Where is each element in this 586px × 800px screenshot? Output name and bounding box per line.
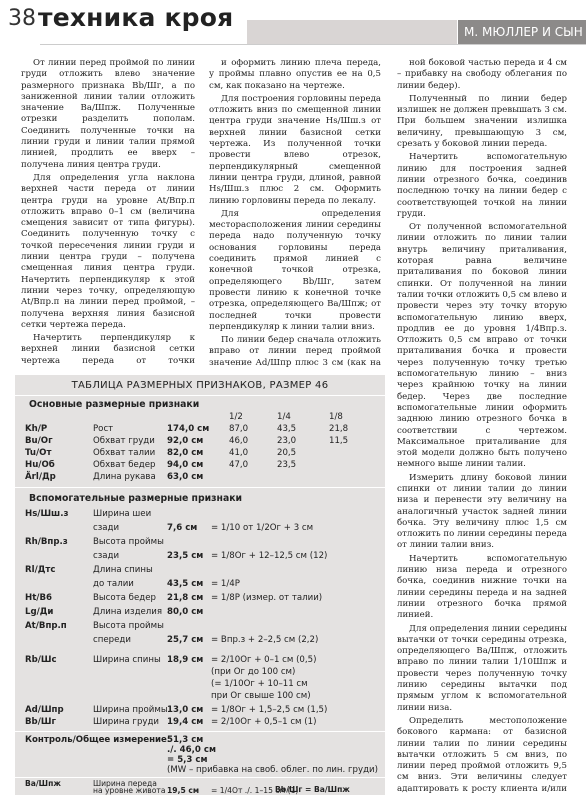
measure-code: Lg/Ди (25, 607, 54, 617)
paragraph: Начертить вспомогательную линию низа переда и отрезного бочка, соединив нижние точки на линии середины переда и на задней линии отрезного бочка прямой линией. (397, 553, 567, 621)
quarter-value: 23,5 (277, 460, 297, 470)
paragraph: Для определения месторасположения линии середины переда надо полученную точку основания горловины переда соединить прямой линией с конечной точкой отрезка, определяющего Вb/Шг, затем провести линию к конечной точке отрезка, определяющего Ва/Шпж; от последней точки провести перпендикуляр к линии талии вниз. (209, 208, 381, 332)
measure-code: Rl/Дтс (25, 565, 56, 575)
page-title: техника кроя (38, 3, 234, 32)
table-title: ТАБЛИЦА РАЗМЕРНЫХ ПРИЗНАКОВ, РАЗМЕР 46 (71, 380, 329, 391)
page-header (0, 0, 586, 44)
table-row (15, 691, 385, 703)
table-row (15, 460, 385, 472)
control-note: (MW – прибавка на своб. облег. по лин. груди) (167, 765, 378, 775)
measure-value: 63,0 см (167, 472, 204, 482)
measure-desc: сзади (93, 551, 120, 561)
quarter-value: 23,0 (277, 436, 297, 446)
paragraph: От линии перед проймой по линии груди отложить влево значение размерного признака Вb/Шг, а по заниженной линии талии отложить значение Ва/Шпж. Полученные отрезки разделить пополам. Соединить полученные точки на линии груди и линии талии прямой линией, продлить ее вверх – получена линия центра груди. (21, 58, 195, 170)
measure-desc: на уровне живота (93, 786, 166, 795)
measure-desc: Ширина спины (93, 655, 161, 665)
text-column-2 (209, 58, 381, 368)
table-row (15, 705, 385, 717)
measure-desc: сзади (93, 523, 120, 533)
half-value: 46,0 (229, 436, 249, 446)
formula: = 1/8Ог + 1,5–2,5 см (1,5) (211, 705, 328, 715)
formula-note: при Ог свыше 100 см) (211, 691, 311, 701)
table-row (15, 448, 385, 460)
text-column-1 (21, 58, 195, 368)
paragraph: Измерить длину боковой линии спинки от линии талии до линии низа и перенести эту величину на аналогичный участок задней линии бочка. Эту величину плюс 1,5 см отложить по линии середины переда от линии талии вниз. (397, 472, 567, 551)
measure-code: Ba/Шпж (25, 779, 61, 788)
table-row (15, 551, 385, 563)
measure-value: 13,0 см (167, 705, 204, 715)
half-value: 87,0 (229, 424, 249, 434)
measurements-table (15, 375, 385, 795)
formula-note: (= 1/10Ог + 10–11 см (211, 679, 308, 689)
page-number: 38 (8, 6, 36, 31)
table-row (15, 667, 385, 679)
measure-code: Kh/Р (25, 424, 48, 434)
paragraph: По линии бедер сначала отложить вправо от линии перед проймой значение Ad/Шпр плюс 3 см (как на (209, 335, 381, 368)
measure-code: Ht/В6 (25, 593, 52, 603)
formula: = 2/10Ог + 0,5–1 см (1) (211, 717, 317, 727)
measure-code: Hs/Шш.з (25, 509, 69, 519)
measure-desc: Высота проймы (93, 537, 164, 547)
measure-desc: Длина спины (93, 565, 153, 575)
measure-code: Bb/Шг (25, 717, 56, 727)
half-value: 47,0 (229, 460, 249, 470)
table-divider (15, 487, 385, 488)
table-row (15, 537, 385, 549)
section-heading-aux: Вспомогательные размерные признаки (29, 493, 243, 504)
publisher-label: М. МЮЛЛЕР И СЫН (458, 20, 586, 44)
half-value: 41,0 (229, 448, 249, 458)
table-row (15, 565, 385, 577)
paragraph: Полученный по линии бедер излишек не должен превышать 3 см. При большем значении излишка величину, превышающую 3 см, срезать у боковой линии переда. (397, 93, 567, 150)
paragraph: Начертить вспомогательную линию для построения задней линии отрезного бочка, соединив последнюю точку на линии бедер с соответствующей точкой на линии груди. (397, 152, 567, 219)
measure-value: 92,0 см (167, 436, 204, 446)
paragraph: Для определения линии середины вытачки от точки середины отрезка, определяющего Ва/Шпж, отложить вправо по линии талии 1/10Шпж и провести через полученную точку линию середины вытачки под прямым углом к вспомогательной линии низа. (397, 623, 567, 713)
paragraph: и оформить линию плеча переда, у проймы плавно опустив ее на 0,5 см, как показано на чертеже. (209, 58, 381, 91)
formula: = 1/4От ./. 1–15 см (1) (211, 786, 299, 795)
quarter-value: 43,5 (277, 424, 297, 434)
measure-desc: Длина изделия (93, 607, 163, 617)
measure-code: Bu/Ог (25, 436, 53, 446)
table-row (15, 472, 385, 484)
quarter-value: 20,5 (277, 448, 297, 458)
measure-code: Hu/Об (25, 460, 55, 470)
measure-code: At/Впр.п (25, 621, 67, 631)
measure-value: 80,0 см (167, 607, 204, 617)
table-row (15, 607, 385, 619)
formula: = Впр.з + 2–2,5 см (2,2) (211, 635, 319, 645)
paragraph: Для определения угла наклона верхней части переда от линии центра груди на уровне At/Впр.п отложить вправо 0–1 см (величина смещения зависит от типа фигуры). Соединить полученную точку с точкой пересечения линии груди и линии центра груди – получена смещенная линия центра груди. Начертить перпендикуляр к этой линии через точку, определяющую At/Впр.п на линии перед проймой, – получена верхняя линия базисной сетки чертежа переда. (21, 172, 195, 330)
table-divider (15, 777, 385, 778)
measure-value: 19,5 см (167, 786, 200, 795)
measure-desc: спереди (93, 635, 131, 645)
table-row (15, 679, 385, 691)
header-bar (247, 20, 457, 44)
measure-value: 25,7 см (167, 635, 204, 645)
fraction-header: 1/8 (329, 412, 343, 422)
fraction-header-row (15, 412, 385, 424)
table-divider (15, 395, 385, 396)
measure-desc: Ширина груди (93, 717, 160, 727)
control-label: Контроль/Общее измерение: (25, 735, 171, 745)
formula-note: (при Ог до 100 см) (211, 667, 296, 677)
measure-value: 18,9 см (167, 655, 204, 665)
table-row (15, 621, 385, 633)
table-divider (15, 731, 385, 732)
table-row (15, 509, 385, 521)
paragraph: Для построения горловины переда отложить вниз по смещенной линии центра груди значение Hs/Шш.з от верхней линии базисной сетки чертежа. Из полученной точки провести влево отрезок, перпендикулярный смещенной линии центра груди, длиной, равной Hs/Шш.з плюс 2 см. Оформить линию горловины переда по лекалу. (209, 93, 381, 206)
table-row (15, 635, 385, 647)
formula: = 1/4Р (211, 579, 240, 589)
measure-value: 94,0 см (167, 460, 204, 470)
measure-value: 21,8 см (167, 593, 204, 603)
fraction-header: 1/2 (229, 412, 243, 422)
control-value: ./. 46,0 см (167, 745, 216, 755)
eighth-value: 11,5 (329, 436, 349, 446)
measure-desc: Рост (93, 424, 114, 434)
measure-desc: Ширина переда (93, 779, 157, 788)
formula: = 1/10 от 1/2Ог + 3 см (211, 523, 314, 533)
table-row (15, 523, 385, 535)
paragraph: От полученной вспомогательной линии отложить по линии талии внутрь величину приталивания, которая равна величине приталивания по боковой линии спинки. От полученной на линии талии точки отложить 0,5 см влево и провести через эту точку вторую вспомогательную линию вверх, продлив ее до уровня 1/4Впр.з. Отложить 0,5 см вправо от точки приталивания бочка и провести через полученную точку третью вспомогательную линию – вниз через крайнюю точку на линии бедер. Через две последние вспомогательные линии оформить заднюю линию отрезного бочка в соответствии с чертежом. Максимальное приталивание для этой модели должно быть получено немного выше линии талии. (397, 222, 567, 470)
table-row (15, 424, 385, 436)
measure-value: 174,0 см (167, 424, 210, 434)
table-row (15, 593, 385, 605)
measure-desc: Обхват груди (93, 436, 155, 446)
measure-desc: Обхват бедер (93, 460, 156, 470)
measure-desc: Ширина шеи (93, 509, 152, 519)
table-row (15, 655, 385, 667)
measure-value: 82,0 см (167, 448, 204, 458)
measure-desc: Высота бедер (93, 593, 156, 603)
table-row (15, 786, 385, 795)
control-value: 51,3 см (167, 735, 204, 745)
measure-code: Rh/Впр.з (25, 537, 68, 547)
measure-code: Tu/От (25, 448, 52, 458)
section-heading-main: Основные размерные признаки (29, 399, 200, 410)
control-row (15, 765, 385, 777)
final-equation: Bb/Шг = Ва/Шпж (275, 785, 350, 794)
measure-desc: Высота проймы (93, 621, 164, 631)
paragraph: Определить местоположение бокового кармана: от базисной линии талии по линии середины вытачки отложить 5 см вниз, по линии перед проймой отложить 9,5 см вниз. Эти величины следует адаптировать к росту клиента и/или (397, 715, 567, 794)
measure-desc: Длина рукава (93, 472, 156, 482)
measure-value: 7,6 см (167, 523, 198, 533)
measure-value: 19,4 см (167, 717, 204, 727)
measure-code: Ad/Шпр (25, 705, 64, 715)
measure-value: 23,5 см (167, 551, 204, 561)
formula: = 2/10Ог + 0–1 см (0,5) (211, 655, 317, 665)
measure-code: Ärl/Др (25, 472, 56, 482)
paragraph: ной боковой частью переда и 4 см – прибавку на свободу облегания по линии бедер). (397, 58, 567, 91)
control-value: = 5,3 см (167, 755, 208, 765)
table-row (15, 579, 385, 591)
formula: = 1/8Р (измер. от талии) (211, 593, 323, 603)
formula: = 1/8Ог + 12–12,5 см (12) (211, 551, 328, 561)
measure-value: 43,5 см (167, 579, 204, 589)
table-row (15, 717, 385, 729)
fraction-header: 1/4 (277, 412, 291, 422)
table-row (15, 436, 385, 448)
paragraph: Начертить перпендикуляр к верхней линии базисной сетки чертежа переда от точки (21, 333, 195, 366)
measure-code: Rb/Шс (25, 655, 57, 665)
measure-desc: Обхват талии (93, 448, 156, 458)
eighth-value: 21,8 (329, 424, 349, 434)
measure-desc: до талии (93, 579, 134, 589)
header-divider (40, 44, 586, 45)
measure-desc: Ширина проймы (93, 705, 168, 715)
text-column-3 (397, 58, 567, 796)
